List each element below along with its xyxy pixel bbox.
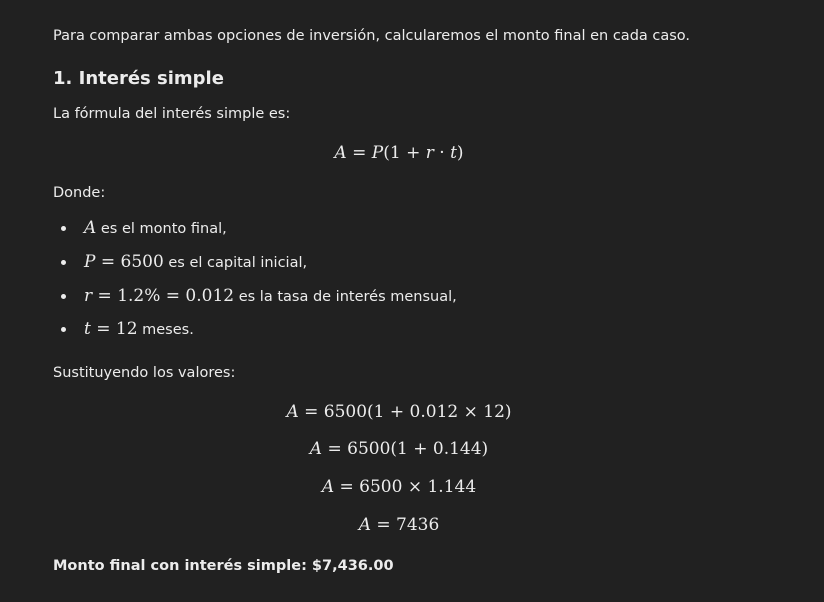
def-text: meses. <box>137 322 194 338</box>
formula-dot: · <box>433 143 451 163</box>
step-rhs: = 6500(1 + 0.144) <box>322 439 489 459</box>
formula-r: r <box>425 143 434 163</box>
step-lhs: A <box>286 402 299 422</box>
equation-step <box>53 400 745 425</box>
def-math-rest: = 6500 <box>95 252 164 272</box>
def-math-rest: = 12 <box>90 319 138 339</box>
def-text: es el capital inicial, <box>163 255 308 271</box>
equation-step <box>53 513 745 538</box>
def-math-var: r <box>84 286 93 306</box>
step-lhs: A <box>309 439 323 459</box>
equation-step <box>53 437 745 462</box>
step-lhs: A <box>321 477 335 497</box>
section-heading: 1. Interés simple <box>53 68 224 89</box>
bullet-icon <box>61 226 66 231</box>
formula-open: (1 + <box>383 143 426 163</box>
step-rhs: = 6500 × 1.144 <box>334 477 477 497</box>
step-rhs: = 7436 <box>370 515 440 535</box>
result-text: Monto final con interés simple: $7,436.00 <box>53 558 394 574</box>
formula-equation <box>53 141 745 166</box>
formula-intro: La fórmula del interés simple es: <box>53 106 291 122</box>
def-text: es la tasa de interés mensual, <box>234 289 457 305</box>
step-lhs: A <box>358 515 371 535</box>
def-math-rest: = 1.2% = 0.012 <box>92 286 235 306</box>
def-text: es el monto final, <box>96 221 227 237</box>
formula-close: ) <box>456 143 464 163</box>
def-math-var: t <box>84 319 91 339</box>
formula-lhs: A <box>334 143 347 163</box>
bullet-icon <box>61 327 66 332</box>
step-rhs: = 6500(1 + 0.012 × 12) <box>298 402 512 422</box>
bullet-icon <box>61 260 66 265</box>
intro-paragraph: Para comparar ambas opciones de inversión, calcularemos el monto final en cada caso. <box>53 28 691 44</box>
where-label: Donde: <box>53 185 106 201</box>
bullet-icon <box>61 294 66 299</box>
substitute-label: Sustituyendo los valores: <box>53 365 236 381</box>
formula-eq: = <box>346 143 372 163</box>
equation-step <box>53 475 745 500</box>
formula-t: t <box>450 143 457 163</box>
def-math: A <box>84 218 97 238</box>
def-math-var: P <box>84 252 96 272</box>
formula-p: P <box>371 143 384 163</box>
